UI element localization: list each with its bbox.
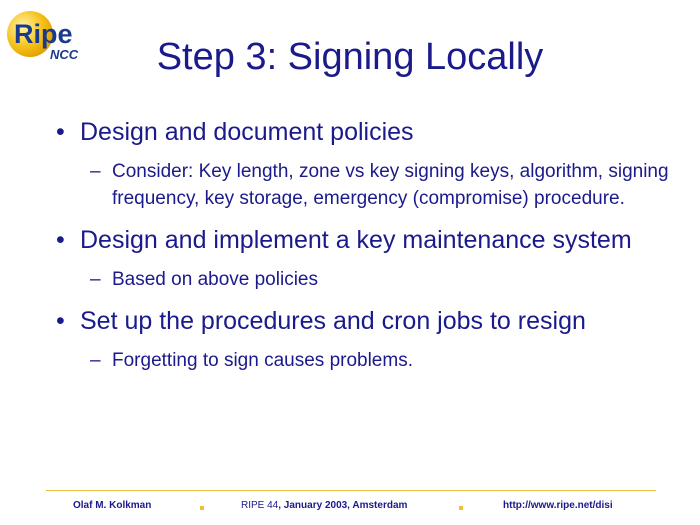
- bullet-icon: •: [56, 307, 65, 335]
- footer-dot-icon: [459, 506, 463, 510]
- logo-text: Ripe: [14, 19, 73, 49]
- footer-author: Olaf M. Kolkman: [73, 500, 152, 511]
- ripe-ncc-logo: [4, 4, 94, 68]
- footer-url: http://www.ripe.net/disi: [503, 500, 613, 511]
- bullet-item: [56, 224, 676, 256]
- bullet-icon: •: [56, 118, 65, 146]
- bullet-item: [56, 116, 676, 148]
- sub-bullet-text: Forgetting to sign causes problems.: [112, 350, 413, 371]
- dash-icon: –: [90, 161, 101, 182]
- slide-title: Step 3: Signing Locally: [156, 36, 544, 78]
- footer-event-prefix: RIPE 44: [241, 500, 279, 511]
- footer-event: [241, 500, 407, 511]
- bullet-list: [56, 116, 676, 386]
- dash-icon: –: [90, 269, 101, 290]
- sub-bullet-text: Consider: Key length, zone vs key signing keys, algorithm, signing frequency, key storage, emergency (compromise) procedure.: [112, 161, 669, 209]
- footer-divider: [46, 490, 656, 491]
- dash-icon: –: [90, 350, 101, 371]
- sub-bullet-item: [90, 266, 676, 293]
- sub-bullet-item: [90, 158, 676, 212]
- bullet-icon: •: [56, 226, 65, 254]
- bullet-text: Set up the procedures and cron jobs to resign: [80, 307, 586, 335]
- bullet-text: Design and implement a key maintenance system: [80, 226, 632, 254]
- sub-bullet-text: Based on above policies: [112, 269, 318, 290]
- logo-subtext: NCC: [50, 47, 79, 62]
- bullet-item: [56, 305, 676, 337]
- bullet-text: Design and document policies: [80, 118, 414, 146]
- footer-event-text: , January 2003, Amsterdam: [278, 500, 408, 511]
- footer-dot-icon: [200, 506, 204, 510]
- sub-bullet-item: [90, 347, 676, 374]
